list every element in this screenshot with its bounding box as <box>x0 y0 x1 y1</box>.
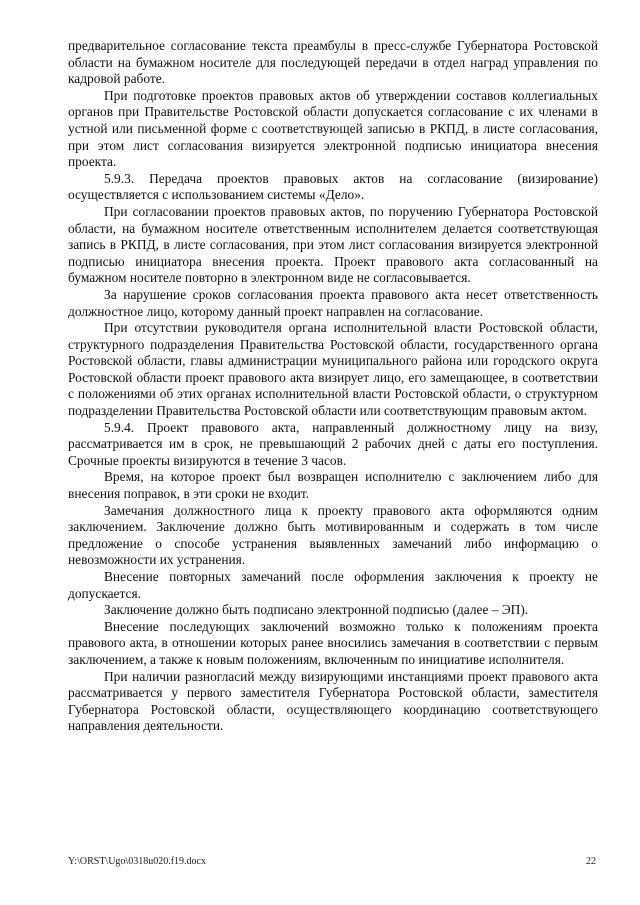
paragraph: При согласовании проектов правовых актов, по поручению Губернатора Ростовской области, на бумажном носителе ответственным исполнителем делается соответствующая запись в РКПД, в листе согласования, при этом лист согласования визируется электронной подписью инициатора внесения проекта. Проект правового акта согласованный на бумажном носителе повторно в электронном виде не согласовывается. <box>68 203 598 286</box>
paragraph: При наличии разногласий между визирующими инстанциями проект правового акта рассматривается у первого заместителя Губернатора Ростовской области, заместителя Губернатора Ростовской области, осуществляющего координацию соответствующего направления деятельности. <box>68 668 598 734</box>
paragraph: Замечания должностного лица к проекту правового акта оформляются одним заключением. Заключение должно быть мотивированным и содержать в том числе предложение о способе устранения выявленных замечаний либо информацию о невозможности их устранения. <box>68 502 598 568</box>
paragraph: 5.9.3. Передача проектов правовых актов на согласование (визирование) осуществляется с использованием системы «Дело». <box>68 170 598 203</box>
paragraph: Внесение последующих заключений возможно только к положениям проекта правового акта, в отношении которых ранее вносились замечания в соответствии с первым заключением, а также к новым положениям, включенным по инициативе исполнителя. <box>68 618 598 667</box>
paragraph: Внесение повторных замечаний после оформления заключения к проекту не допускается. <box>68 569 598 601</box>
document-body <box>68 38 598 735</box>
paragraph: При отсутствии руководителя органа исполнительной власти Ростовской области, структурного подразделения Правительства Ростовской области, государственного органа Ростовской области, главы администрации муниципального района или городского округа Ростовской области проект правового акта визирует лицо, его замещающее, в соответствии с положениями об этих органах исполнительной власти Ростовской области, о структурном подразделении Правительства Ростовской области или соответствующим правовым актом. <box>68 320 598 419</box>
paragraph: Время, на которое проект был возвращен исполнителю с заключением либо для внесения поправок, в эти сроки не входит. <box>68 469 598 502</box>
paragraph: При подготовке проектов правовых актов об утверждении составов коллегиальных органов при Правительстве Ростовской области допускается согласование с их членами в устной или письменной форме с соответствующей записью в РКПД, в листе согласования, при этом лист согласования визируется электронной подписью инициатора внесения проекта. <box>68 87 598 170</box>
paragraph: За нарушение сроков согласования проекта правового акта несет ответственность должностное лицо, которому данный проект направлен на согласование. <box>68 286 598 319</box>
paragraph: Заключение должно быть подписано электронной подписью (далее – ЭП). <box>104 602 529 618</box>
paragraph-continuation: предварительное согласование текста преамбулы в пресс-службе Губернатора Ростовской области на бумажном носителе для последующей передачи в отдел наград управления по кадровой работе. <box>68 38 598 87</box>
footer-file-path: Y:\ORST\Ugo\0318u020.f19.docx <box>68 856 206 867</box>
page-number: 22 <box>586 856 596 867</box>
paragraph: 5.9.4. Проект правового акта, направленный должностному лицу на визу, рассматривается им в срок, не превышающий 2 рабочих дней с даты его поступления. Срочные проекты визируются в течение 3 часов. <box>68 419 598 468</box>
